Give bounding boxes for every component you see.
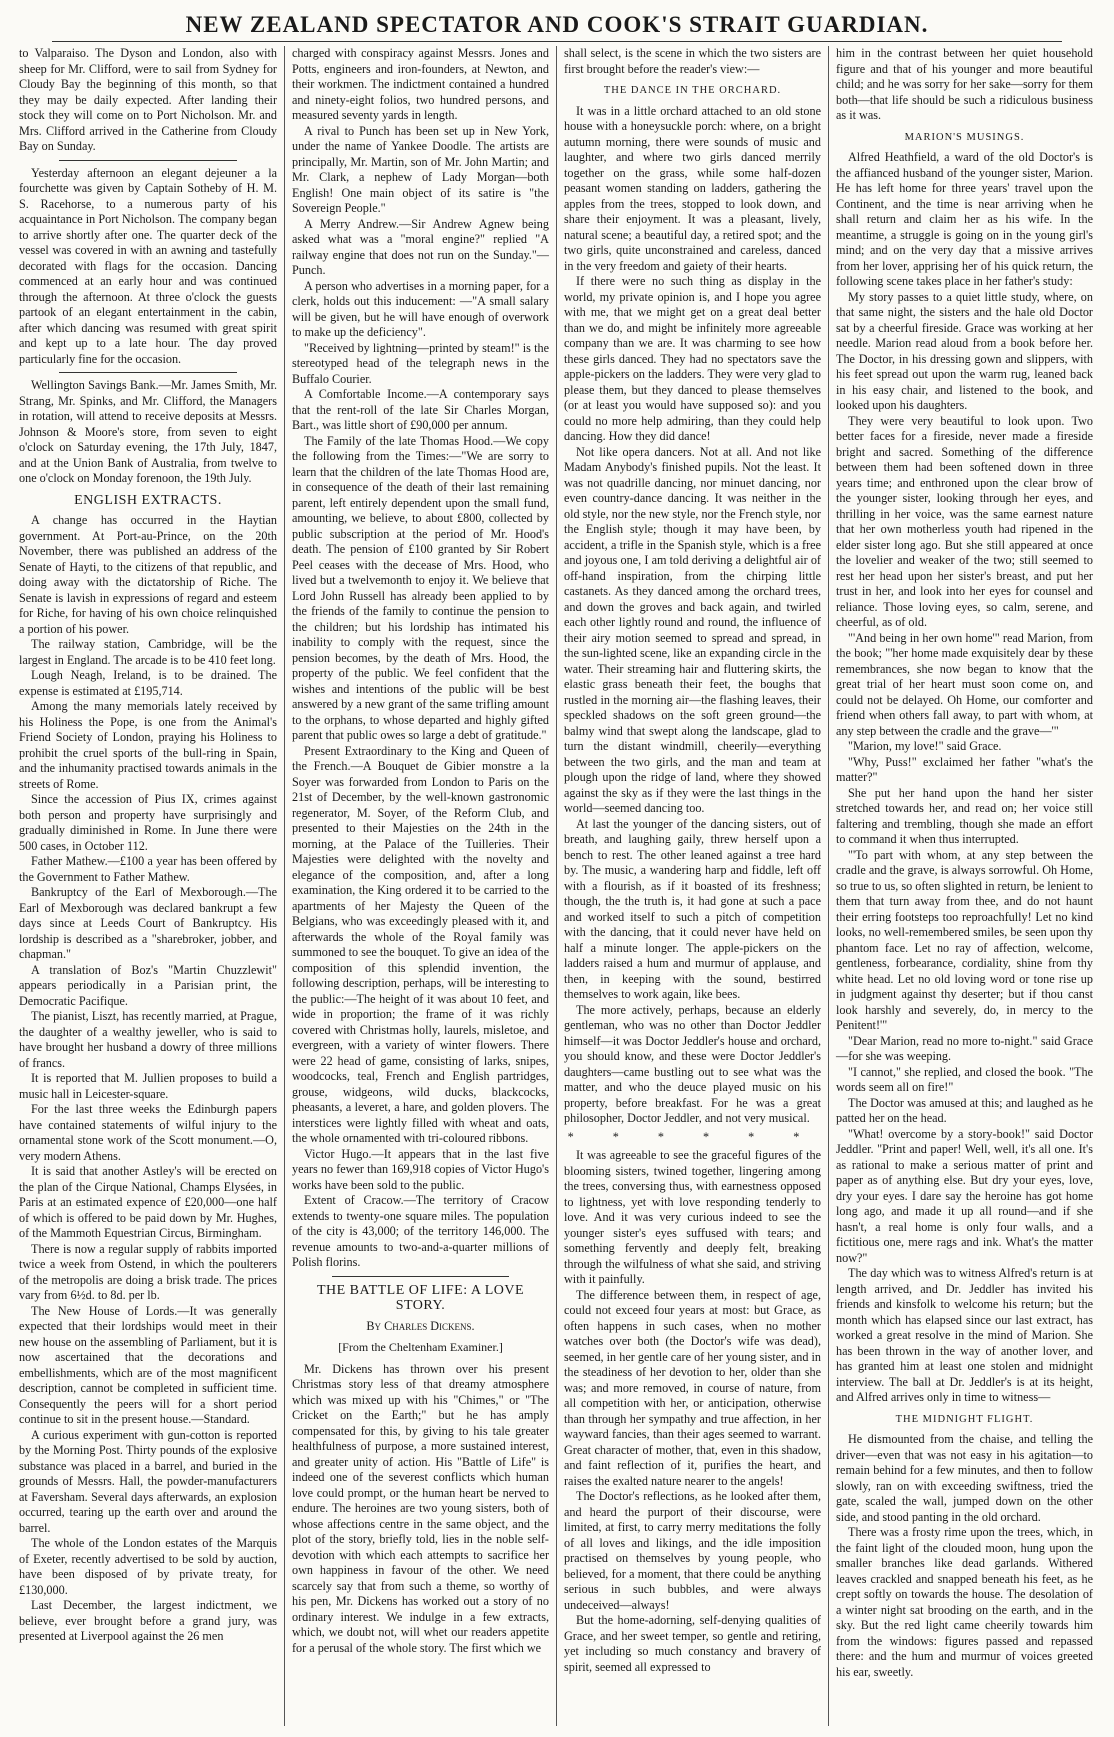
story-byline: By Charles Dickens. [366,1318,475,1333]
article-paragraph: A rival to Punch has been set up in New York, under the name of Yankee Doodle. The artists are principally, Mr. Martin, son of Mr. John Martin; and Mr. Clark, a nephew of Lady Morgan—both English! One main object of its satire is "the Sovereign People." [292,123,549,215]
article-paragraph: A change has occurred in the Haytian government. At Port-au-Prince, on the 20th November, there was published an address of the Senate of Hayti, to the citizens of that republic, and doing away with the dictatorship of Riche. The Senate is lavish in expressions of regard and esteem for Riche, for having of his own choice relinquished a portion of his power. [19,513,277,636]
article-paragraph: "Why, Puss!" exclaimed her father "what's the matter?" [836,754,1093,784]
column-4 [828,46,1100,1726]
article-paragraph: to Valparaiso. The Dyson and London, also with sheep for Mr. Clifford, were to sail from Sydney for Cloudy Bay the beginning of this month, so that they may be daily expected. After landing their stock they will come on to Port Nicholson. Mr. and Mrs. Clifford arrived in the Catherine from Cloudy Bay on Sunday. [19,46,277,153]
article-paragraph: Alfred Heathfield, a ward of the old Doctor's is the affianced husband of the younger sister, Marion. He has left home for three years' travel upon the Continent, and the time is near arriving when he shall return and claim her as his wife. In the meantime, a struggle is going on in the young girl's mind; and on the very day that a missive arrives from her lover, apprising her of his quick return, the following scene takes place in her father's study: [836,150,1093,288]
article-paragraph: "Dear Marion, read no more to-night." said Grace—for she was weeping. [836,1033,1093,1063]
article-paragraph: Father Mathew.—£100 a year has been offered by the Government to Father Mathew. [19,854,277,884]
article-paragraph: At last the younger of the dancing sisters, out of breath, and laughing gaily, threw herself upon a bench to rest. The other leaned against a tree hard by. The music, a wandering harp and fiddle, left off with a flourish, as if it boasted of its freshness; though, the the truth is, it had gone at such a pace and worked itself to such a pitch of competition with the dancing, that it could never have held on half a minute longer. The apple-pickers on the ladders raised a hum and murmur of applause, and then, in keeping with the sound, bestirred themselves to work again, like bees. [564,816,821,1001]
section-heading: ENGLISH EXTRACTS. [74,492,222,508]
article-paragraph: It was agreeable to see the graceful figures of the blooming sisters, twined together, lingering among the trees, conversing thus, with earnestness opposed to lightness, yet with love responding tenderly to love. And it was very curious indeed to see the younger sister's eyes suffused with tears; and something fervently and deeply felt, breaking through the wilfulness of what she said, and striving with it painfully. [564,1148,821,1286]
article-paragraph: They were very beautiful to look upon. Two better faces for a fireside, never made a fireside bright and sacred. Something of the difference between them had been softened down in three years time; and enthroned upon the clear brow of the younger sister, looking through her eyes, and thrilling in her voice, was the same earnest nature that her own motherless youth had ripened in the elder sister long ago. But she still appeared at once the lovelier and weaker of the two; still seemed to rest her head upon her sister's breast, and put her trust in her, and look into her eyes for counsel and reliance. Those loving eyes, so calm, serene, and cheerful, as of old. [836,413,1093,629]
divider [59,372,237,373]
article-paragraph: "'And being in her own home'" read Marion, from the book; "'her home made exquisitely dear by these remembrances, she now began to know that the great trial of her heart must soon come on, and could not be delayed. Oh Home, our comforter and friend when others fall away, to part with whom, at any step between the cradle and the grave—'" [836,630,1093,738]
article-paragraph: The more actively, perhaps, because an elderly gentleman, who was no other than Doctor Jeddler himself—it was Doctor Jeddler's house and orchard, you should know, and these were Doctor Jeddler's daughters—came bustling out to see what was the matter, and who the deuce played music on his property, before breakfast. For he was a great philosopher, Doctor Jeddler, and not very musical. [564,1002,821,1125]
article-paragraph: shall select, is the scene in which the two sisters are first brought before the reader's view:— [564,46,821,76]
article-paragraph: She put her hand upon the hand her sister stretched towards her, and read on; her voice still faltering and trembling, though she made an effort to command it when thus interrupted. [836,785,1093,846]
extract-subheading: MARION'S MUSINGS. [904,131,1025,143]
article-paragraph: "What! overcome by a story-book!" said Doctor Jeddler. "Print and paper! Well, well, it's all one. It's as rational to make a serious matter of print and paper as of anything else. But dry your eyes, love, dry your eyes. I dare say the heroine has got home long ago, and made it up all round—and if she hasn't, a real home is only four walls, and a fictitious one, mere rags and ink. What's the matter now?" [836,1126,1093,1265]
columns [12,46,1102,1726]
article-paragraph: A person who advertises in a morning paper, for a clerk, holds out this inducement: —"A small salary will be given, but he will have enough of overwork to make up the deficiency". [292,278,549,339]
article-paragraph: The New House of Lords.—It was generally expected that their lordships would meet in their new house on the assembling of Parliament, but it is now ascertained that the decorations and embellishments, which are of the most magnificent description, cannot be completed in sufficient time. Consequently the peers will for a short period continue to sit in the present house.—Standard. [19,1303,277,1426]
article-paragraph: The whole of the London estates of the Marquis of Exeter, recently advertised to be sold by auction, have been disposed of by private treaty, for £130,000. [19,1536,277,1597]
extract-subheading: THE MIDNIGHT FLIGHT. [895,1413,1034,1425]
article-paragraph: For the last three weeks the Edinburgh papers have contained statements of wilful injury to the ornamental stone work of the Scott monument.—O, very modern Athens. [19,1102,277,1163]
article-paragraph: The difference between them, in respect of age, could not exceed four years at most: but Grace, as often happens in such cases, when no mother watches over both (the Doctor's wife was dead), seemed, in her gentle care of her young sister, and in the steadiness of her devotion to her, older than she was; and more removed, in course of nature, from all competition with her, or anticipation, otherwise than through her sympathy and true affection, in her wayward fancies, than their ages seemed to warrant. Great character of mother, that, even in this shadow, and faint reflection of it, purifies the heart, and raises the exalted nature nearer to the angels! [564,1287,821,1488]
masthead: NEW ZEALAND SPECTATOR AND COOK'S STRAIT GUARDIAN. [52,10,1062,42]
story-source: [From the Cheltenham Examiner.] [338,1340,503,1354]
article-paragraph: charged with conspiracy against Messrs. Jones and Potts, engineers and iron-founders, at Newton, and their workmen. The indictment contained a hundred and ninety-eight folios, two hundred persons, and measured seventy yards in length. [292,46,549,122]
article-paragraph: There was a frosty rime upon the trees, which, in the faint light of the clouded moon, hung upon the smaller branches like dead garlands. Withered leaves crackled and snapped beneath his feet, as he crept softly on towards the house. The desolation of a winter night sat brooding on the earth, and in the sky. But the red light came cheerily towards him from the windows: figures passed and repassed there: and the hum and murmur of voices greeted his ear, sweetly. [836,1525,1093,1679]
article-paragraph: Since the accession of Pius IX, crimes against both person and property have surprisingly and gradually diminished in Rome. In June there were 500 cases, in October 112. [19,792,277,853]
article-paragraph: A Comfortable Income.—A contemporary says that the rent-roll of the late Sir Charles Morgan, Bart., was little short of £90,000 per annum. [292,387,549,432]
article-paragraph: A translation of Boz's "Martin Chuzzlewit" appears periodically in a Parisian print, the Democratic Pacifique. [19,962,277,1008]
article-paragraph: If there were no such thing as display in the world, my private opinion is, and I hope you agree with me, that we might get on a great deal better than we do, and might be infinitely more agreeable company than we are. It was charming to see how these girls danced. They had no spectators save the apple-pickers on the ladders. They were very glad to please them, but they danced to please themselves (or at least you would have supposed so): and you could no more help admiring, than they could help dancing. How they did dance! [564,274,821,443]
article-paragraph: Yesterday afternoon an elegant dejeuner a la fourchette was given by Captain Sotheby of H. M. S. Racehorse, to a numerous party of his acquaintance in Port Nicholson. The company began to arrive shortly after one. The quarter deck of the vessel was covered in with an awning and tastefully decorated with flags for the occasion. Dancing commenced at an early hour and was continued through the afternoon. At three o'clock the guests partook of an elegant entertainment in the cabin, after which dancing was resumed with great spirit and kept up to a late hour. The day proved particularly fine for the occasion. [19,165,277,366]
divider [59,160,237,161]
article-paragraph: him in the contrast between her quiet household figure and that of his younger and more beautiful child; and he was sorry for her sake—sorry for them both—that life should be such a ridiculous business as it was. [836,46,1093,122]
extract-subheading: THE DANCE IN THE ORCHARD. [603,85,782,96]
article-paragraph: The Doctor's reflections, as he looked after them, and heard the purport of their discourse, were limited, at first, to carry merry meditations the folly of all loves and likings, and the idle imposition practised on themselves by young people, who believed, for a moment, that there could be anything serious in such bubbles, and were always undeceived—always! [564,1489,821,1612]
article-paragraph: Extent of Cracow.—The territory of Cracow extends to twenty-one square miles. The population of the city is 43,000; of the territory 146,000. The revenue amounts to two-and-a-quarter millions of Polish florins. [292,1193,549,1269]
article-paragraph: My story passes to a quiet little study, where, on that same night, the sisters and the hale old Doctor sat by a cheerful fireside. Grace was working at her needle. Marion read aloud from a book before her. The Doctor, in his dressing gown and slippers, with his feet spread out upon the warm rug, leaned back in his easy chair, and listened to the book, and looked upon his daughters. [836,289,1093,412]
article-paragraph: "Received by lightning—printed by steam!" is the stereotyped head of the telegraph news in the Buffalo Courier. [292,340,549,386]
column-2 [284,46,556,1726]
article-paragraph: The Doctor was amused at this; and laughed as he patted her on the head. [836,1095,1093,1125]
article-paragraph: It is said that another Astley's will be erected on the plan of the Cirque National, Champs Elysées, in Paris at an estimated expence of £20,000—one half of which is offered to be paid down by Mr. Hughes, of the Mammoth Equestrian Circus, Birmingham. [19,1164,277,1240]
article-paragraph: "'To part with whom, at any step between the cradle and the grave, is always sorrowful. Oh Home, so true to us, so often slighted in return, be lenient to them that turn away from thee, and do not haunt their erring footsteps too reproachfully! Let no kind looks, no well-remembered smiles, be seen upon thy phantom face. Let no ray of affection, welcome, gentleness, forbearance, cordiality, shine from thy white head. Let no old loving word or tone rise up in judgment against thy deserter; but if thou canst look harshly and severely, do, in mercy to the Penitent!'" [836,847,1093,1032]
article-paragraph: But the home-adorning, self-denying qualities of Grace, and her sweet temper, so gentle and retiring, yet including so much constancy and bravery of spirit, seemed all expressed to [564,1613,821,1674]
divider [332,1276,509,1277]
column-3 [556,46,828,1726]
article-paragraph: He dismounted from the chaise, and telling the driver—even that was not easy in his agitation—to remain behind for a few minutes, and then to follow slowly, ran on with exceeding swiftness, tried the gate, scaled the wall, jumped down on the other side, and stood panting in the old orchard. [836,1432,1093,1524]
article-paragraph: "Marion, my love!" said Grace. [848,739,1002,753]
story-title: THE BATTLE OF LIFE: A LOVE STORY. [316,1282,525,1313]
article-paragraph: The Family of the late Thomas Hood.—We copy the following from the Times:—"We are sorry to learn that the children of the late Thomas Hood are, in consequence of the death of their last remaining parent, left entirely dependent upon the small fund, amounting, we believe, to about £800, collected by public subscription at the period of Mr. Hood's death. The pension of £100 granted by Sir Robert Peel ceases with the decease of Mrs. Hood, who lived but a twelvemonth to enjoy it. We believe that Lord John Russell has already been applied to by the friends of the family to continue the pension to the children; but his lordship has intimated his inability to comply with the request, since the pension becomes, by the death of Mrs. Hood, the property of the public. We feel confident that the wishes and intentions of the public will be best answered by a new grant of the same trifling amount to the orphans, to whose departed and highly gifted parent that public owes so large a debt of gratitude." [292,433,549,742]
article-paragraph: A Merry Andrew.—Sir Andrew Agnew being asked what was a "moral engine?" replied "A railway engine that does not run on the Sunday."—Punch. [292,216,549,277]
article-paragraph: Lough Neagh, Ireland, is to be drained. The expense is estimated at £195,714. [19,668,277,698]
article-paragraph: Victor Hugo.—It appears that in the last five years no fewer than 169,918 copies of Victor Hugo's works have been sold to the public. [292,1146,549,1192]
article-paragraph: Not like opera dancers. Not at all. And not like Madam Anybody's finished pupils. Not the least. It was not quadrille dancing, nor minuet dancing, nor even country-dance dancing. It was neither in the old style, nor the new style, nor the French style, nor the English style; though it may have been, by accident, a trifle in the Spanish style, which is a free and joyous one, I am told deriving a delightful air of off-hand inspiration, from the chirping little castanets. As they danced among the orchard trees, and down the groves and back again, and twirled each other lightly round and round, the influence of their airy motion seemed to spread and spread, in the sun-lighted scene, like an expanding circle in the water. Their streaming hair and fluttering skirts, the elastic grass beneath their feet, the boughs that rustled in the morning air—the flashing leaves, their speckled shadows on the soft green ground—the balmy wind that swept along the landscape, glad to turn the distant windmill, cheerily—everything between the two girls, and the man and team at plough upon the ridge of land, where they showed against the sky as if they were the last things in the world—seemed dancing too. [564,444,821,815]
article-paragraph: Among the many memorials lately received by his Holiness the Pope, is one from the Animal's Friend Society of London, praying his Holiness to prohibit the cruel sports of the bull-ring in Spain, and the inhumanity practised towards animals in the streets of Rome. [19,699,277,791]
article-paragraph: It is reported that M. Jullien proposes to build a music hall in Leicester-square. [19,1071,277,1101]
article-paragraph: Present Extraordinary to the King and Queen of the French.—A Bouquet de Gibier monstre a la Soyer was forwarded from London to Paris on the 21st of December, by the well-known gastronomic regenerator, M. Soyer, of the Reform Club, and presented to their Majesties on the 24th in the morning, at the Palace of the Tuilleries. Their Majesties were delighted with the novelty and elegance of the composition, and, after a long examination, the King ordered it to be carried to the apartments of her Majesty the Queen of the Belgians, who was exceedingly pleased with it, and afterwards the whole of the Royal family was summoned to see the bouquet. To give an idea of the composition of this splendid invention, the following description, perhaps, will be interesting to the public:—The height of it was about 10 feet, and wide in proportion; the frame of it was richly covered with Christmas holly, laurels, misletoe, and evergreen, with a variety of winter flowers. There were 22 head of game, consisting of larks, snipes, woodcocks, teal, French and English partridges, grouse, widgeons, wild ducks, blackcocks, pheasants, a leveret, a hare, and golden plovers. The interstices were lightly filled with wheat and oats, the whole ornamented with tri-coloured ribbons. [292,743,549,1145]
article-paragraph: Wellington Savings Bank.—Mr. James Smith, Mr. Strang, Mr. Spinks, and Mr. Clifford, the Managers in rotation, will attend to receive deposits at Messrs. Johnson & Moore's store, from seven to eight o'clock on Saturday evening, the 17th July, 1847, and at the Union Bank of Australia, from twelve to one o'clock on Monday forenoon, the 19th July. [19,378,277,485]
column-1 [12,46,284,1726]
article-paragraph: A curious experiment with gun-cotton is reported by the Morning Post. Thirty pounds of the explosive substance was placed in a barrel, and buried in the grounds of Messrs. Hall, the powder-manufacturers at Faversham. Several days afterwards, an explosion occurred, tearing up the earth over and around the barrel. [19,1427,277,1535]
article-paragraph: "I cannot," she replied, and closed the book. "The words seem all on fire!" [836,1064,1093,1094]
article-paragraph: The railway station, Cambridge, will be the largest in England. The arcade is to be 410 feet long. [19,637,277,667]
section-break-stars: * * * * * * [567,1129,818,1144]
article-paragraph: The pianist, Liszt, has recently married, at Prague, the daughter of a wealthy jeweller, who is said to have brought her husband a dowry of three millions of francs. [19,1009,277,1070]
article-paragraph: Mr. Dickens has thrown over his present Christmas story less of that dreamy atmosphere which was mixed up with his "Chimes," or "The Cricket on the Earth;" but he has amply compensated for this, by giving to his tale greater healthfulness of purpose, a more sustained interest, and greater unity of action. His "Battle of Life" is indeed one of the severest conflicts which human love could prompt, or the human heart be nerved to endure. The heroines are two young sisters, both of whose affections centre in the same object, and the plot of the story, briefly told, lies in the noble self-devotion with which each attempts to sacrifice her own happiness in favour of the other. We need scarcely say that from such a theme, so worthy of his pen, Mr. Dickens has worked out a story of no ordinary interest. We indulge in a few extracts, which, we doubt not, will whet our readers appetite for a perusal of the whole story. The first which we [292,1361,549,1655]
article-paragraph: Bankruptcy of the Earl of Mexborough.—The Earl of Mexborough was declared bankrupt a few days since at Leeds Court of Bankruptcy. His lordship is described as a "sharebroker, jobber, and chapman." [19,885,277,961]
article-paragraph: The day which was to witness Alfred's return is at length arrived, and Dr. Jeddler has invited his friends and kinsfolk to welcome his return; but the month which has elapsed since our last extract, has worked a great resolve in the mind of Marion. She has been thrown in the way of another lover, and has granted him at least one stolen and midnight interview. The ball at Dr. Jeddler's is at its height, and Alfred arrives only in time to witness— [836,1266,1093,1404]
article-paragraph: Last December, the largest indictment, we believe, ever brought before a grand jury, was presented at Liverpool against the 26 men [19,1598,277,1643]
article-paragraph: There is now a regular supply of rabbits imported twice a week from Ostend, in which the poulterers of the metropolis are doing a brisk trade. The prices vary from 6½d. to 8d. per lb. [19,1241,277,1302]
article-paragraph: It was in a little orchard attached to an old stone house with a honeysuckle porch: where, on a bright autumn morning, there were sounds of music and laughter, and where two girls danced merrily together on the grass, while some half-dozen peasant women standing on ladders, gathering the apples from the trees, stopped to look down, and share their enjoyment. It was a pleasant, lively, natural scene; a beautiful day, a retired spot; and the two girls, quite unconstrained and careless, danced in the very freedom and gaiety of their hearts. [564,103,821,273]
